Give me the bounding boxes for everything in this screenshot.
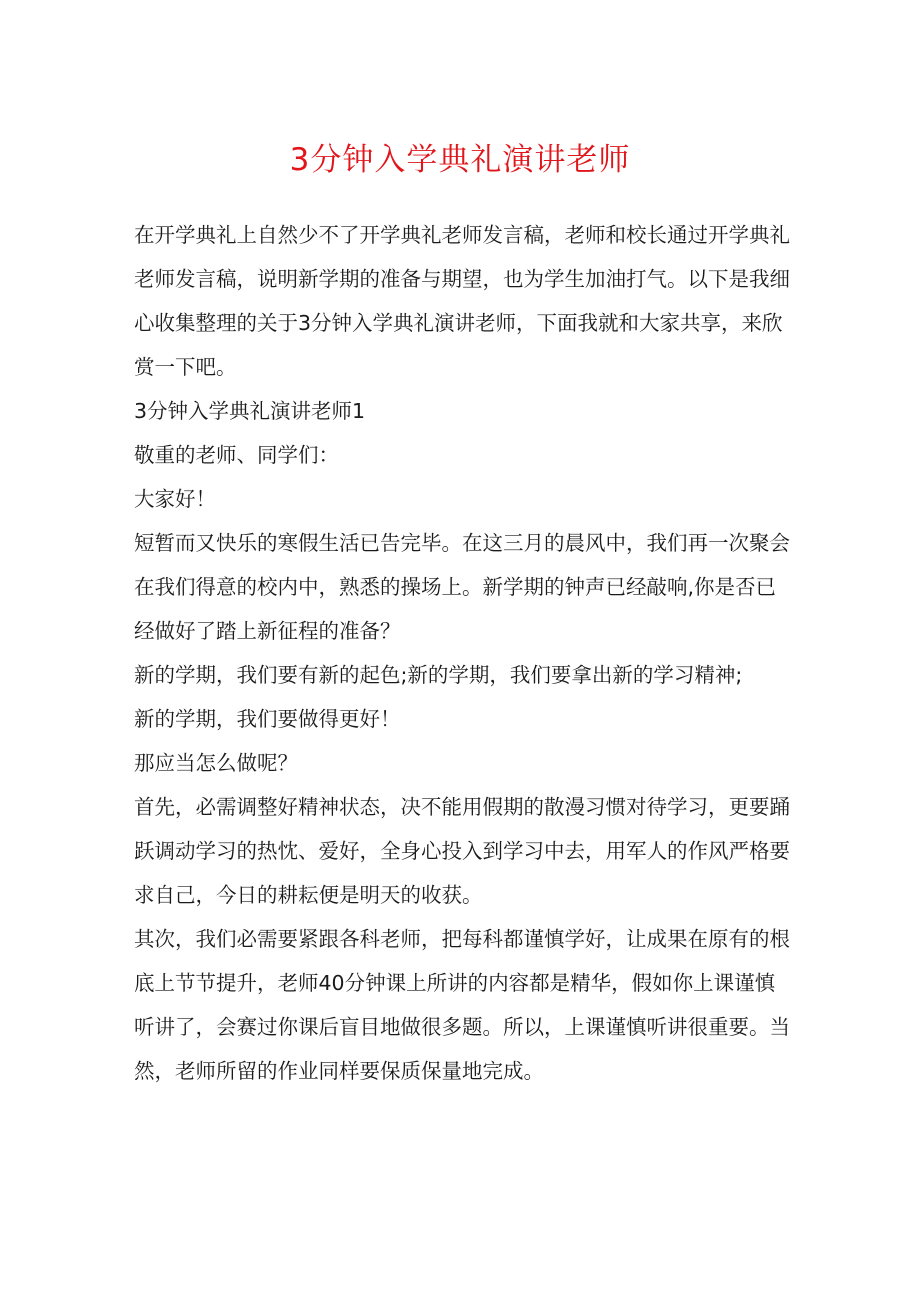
body-paragraph: 短暂而又快乐的寒假生活已告完毕。在这三月的晨风中，我们再一次聚会在我们得意的校内中，熟悉的操场上。新学期的钟声已经敲响,你是否已经做好了踏上新征程的准备？ — [134, 531, 790, 643]
salutation: 敬重的老师、同学们： — [134, 443, 339, 467]
body-paragraph: 新的学期，我们要做得更好！ — [134, 707, 401, 731]
document-title: 3分钟入学典礼演讲老师 — [289, 142, 631, 178]
section-heading: 3分钟入学典礼演讲老师1 — [134, 399, 366, 423]
body-paragraph: 首先，必需调整好精神状态，决不能用假期的散漫习惯对待学习，更要踊跃调动学习的热忱、爱好，全身心投入到学习中去，用军人的作风严格要求自己，今日的耕耘便是明天的收获。 — [134, 795, 790, 907]
body-paragraph: 新的学期，我们要有新的起色;新的学期，我们要拿出新的学习精神; — [134, 663, 743, 687]
intro-paragraph: 在开学典礼上自然少不了开学典礼老师发言稿，老师和校长通过开学典礼老师发言稿，说明新学期的准备与期望，也为学生加油打气。以下是我细心收集整理的关于3分钟入学典礼演讲老师，下面我就和大家共享，来欣赏一下吧。 — [134, 223, 790, 379]
greeting: 大家好！ — [134, 487, 216, 511]
body-paragraph: 那应当怎么做呢？ — [134, 751, 298, 775]
body-paragraph: 其次，我们必需要紧跟各科老师，把每科都谨慎学好，让成果在原有的根底上节节提升，老师40分钟课上所讲的内容都是精华，假如你上课谨慎听讲了，会赛过你课后盲目地做很多题。所以，上课谨慎听讲很重要。当然，老师所留的作业同样要保质保量地完成。 — [134, 927, 790, 1083]
document-body — [134, 213, 794, 1093]
